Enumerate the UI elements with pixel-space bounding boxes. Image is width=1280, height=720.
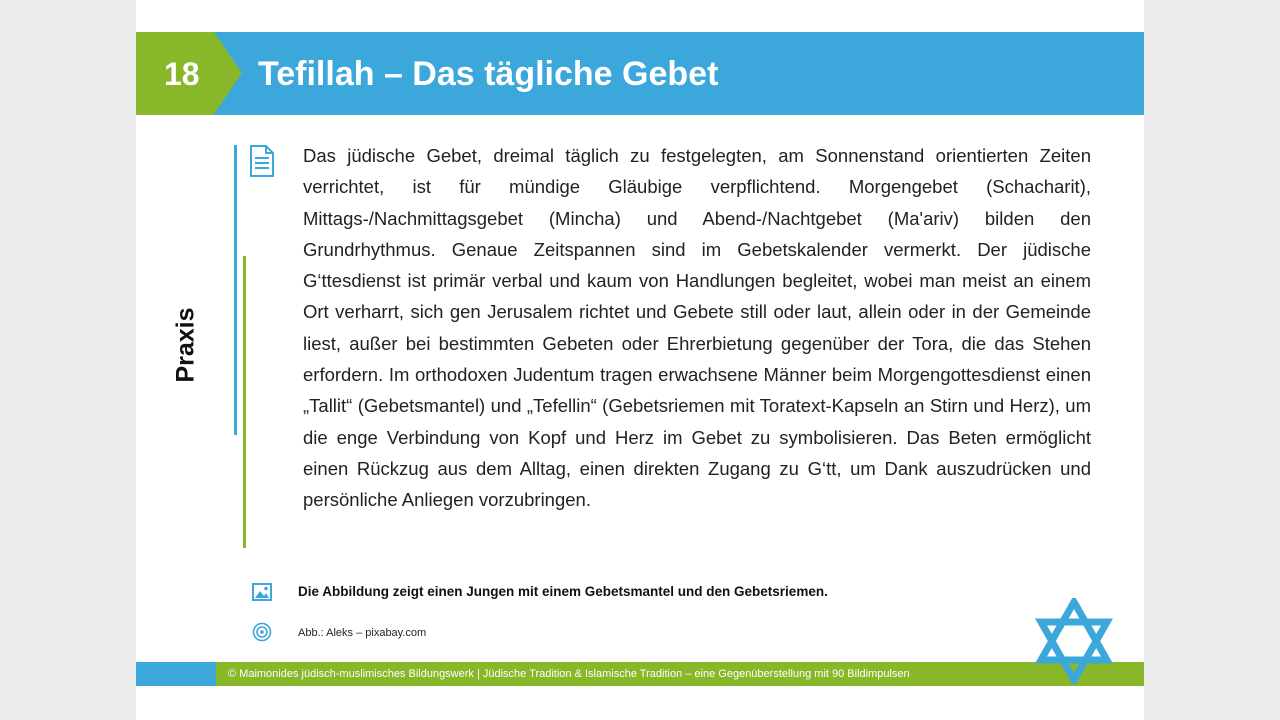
section-label: Praxis: [171, 307, 200, 383]
slide: [136, 0, 1144, 720]
blue-accent-line: [234, 145, 237, 435]
slide-number-arrow: [214, 32, 242, 114]
image-icon: [252, 583, 272, 601]
header-bar: [136, 32, 1144, 115]
footer-copyright: © Maimonides jüdisch-muslimisches Bildungswerk | Jüdische Tradition & Islamische Tradition – eine Gegenüberstellung mit 90 Bildimpulsen: [228, 668, 910, 680]
green-accent-line: [243, 256, 246, 548]
image-caption: Die Abbildung zeigt einen Jungen mit einem Gebetsmantel und den Gebetsriemen.: [298, 584, 828, 599]
body-paragraph: Das jüdische Gebet, dreimal täglich zu festgelegten, am Sonnenstand orientierten Zeiten verrichtet, ist für mündige Gläubige verpflichtend. Morgengebet (Schacharit), Mittags-/Nachmittagsgebet (Mincha) und Abend-/Nachtgebet (Ma'ariv) bilden den Grundrhythmus. Genaue Zeitspannen sind im Gebetskalender vermerkt. Der jüdische G‘ttesdienst ist primär verbal und kaum von Handlungen begleitet, wobei man meist an einem Ort verharrt, sich gen Jerusalem richtet und Gebete still oder laut, allein oder in der Gemeinde liest, außer bei bestimmten Gebeten oder Ehrerbietung gegenüber der Tora, die das Stehen erfordern. Im orthodoxen Judentum tragen erwachsene Männer beim Morgengottesdienst einen „Tallit“ (Gebetsmantel) und „Tefellin“ (Gebetsriemen mit Toratext-Kapseln an Stirn und Herz), um die enge Verbindung von Kopf und Herz im Gebet zu symbolisieren. Das Beten ermöglicht einen Rückzug aus dem Alltag, einen direkten Zugang zu G‘tt, um Dank auszudrücken und persönliche Anliegen vorzubringen.: [303, 145, 1091, 511]
document-icon: [249, 145, 275, 177]
slide-number: 18: [164, 56, 200, 92]
page-title: Tefillah – Das tägliche Gebet: [258, 55, 719, 93]
footer-blue-bar: [136, 662, 216, 686]
star-of-david-icon: [1035, 598, 1113, 684]
credit-icon: [252, 622, 272, 642]
image-credit: Abb.: Aleks – pixabay.com: [298, 627, 427, 639]
